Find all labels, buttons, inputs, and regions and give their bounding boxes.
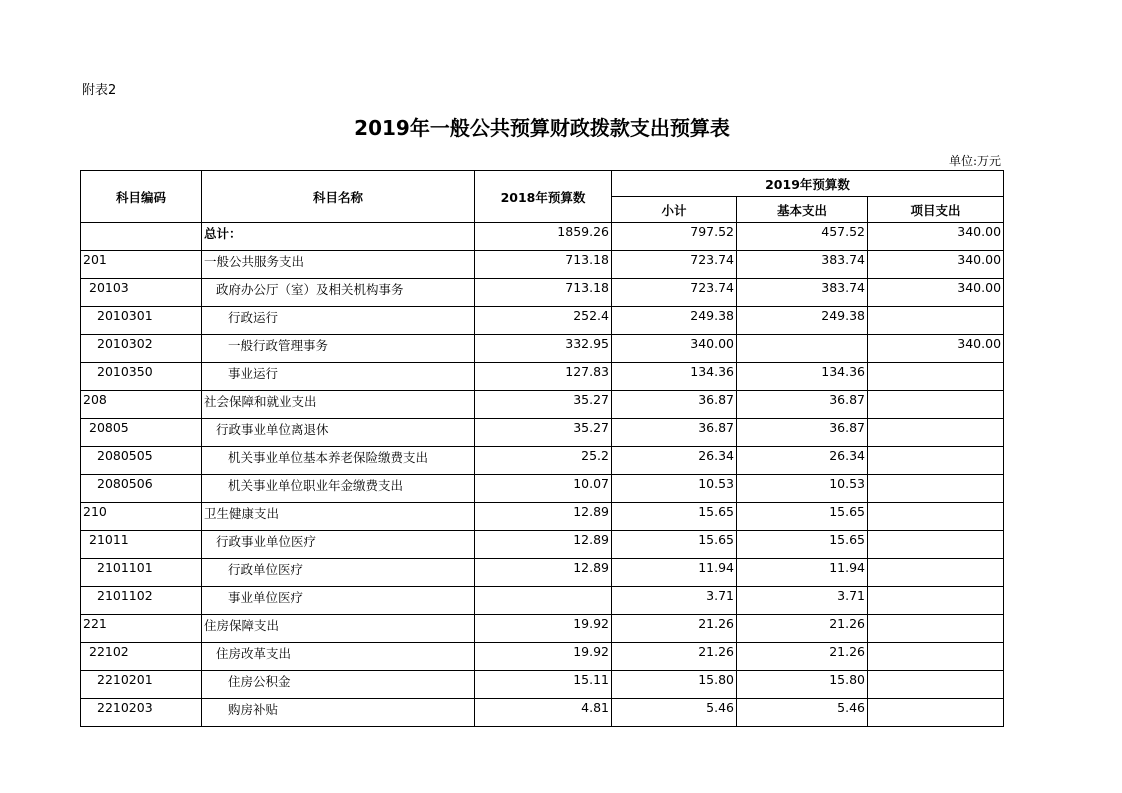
table-row [81,503,1004,531]
row-name-cell: 机关事业单位基本养老保险缴费支出 [202,447,475,475]
table-row [81,307,1004,335]
row-basic-cell: 26.34 [737,447,868,475]
row-project-cell: 340.00 [868,335,1004,363]
row-project-cell [868,363,1004,391]
total-label: 总计： [202,223,475,251]
table-body [81,223,1004,727]
row-budget-2018-cell: 252.4 [475,307,612,335]
row-code-cell: 20805 [81,419,202,447]
row-budget-2018-cell: 4.81 [475,699,612,727]
table-row [81,251,1004,279]
row-basic-cell: 15.65 [737,503,868,531]
row-budget-2018-cell: 12.89 [475,503,612,531]
table-row [81,335,1004,363]
total-budget-2018: 1859.26 [475,223,612,251]
row-name-cell: 一般公共服务支出 [202,251,475,279]
table-row [81,475,1004,503]
table-row [81,671,1004,699]
row-budget-2018-cell: 12.89 [475,531,612,559]
row-name-cell: 行政事业单位医疗 [202,531,475,559]
row-budget-2018-cell: 713.18 [475,279,612,307]
row-name-cell: 事业单位医疗 [202,587,475,615]
row-project-cell [868,559,1004,587]
row-project-cell [868,475,1004,503]
row-subtotal-cell: 134.36 [612,363,737,391]
header-name: 科目名称 [202,171,475,223]
row-name-cell: 政府办公厅（室）及相关机构事务 [202,279,475,307]
row-name-cell: 机关事业单位职业年金缴费支出 [202,475,475,503]
row-project-cell [868,671,1004,699]
row-name-cell: 购房补贴 [202,699,475,727]
total-subtotal: 797.52 [612,223,737,251]
header-basic: 基本支出 [737,197,868,223]
row-subtotal-cell: 15.80 [612,671,737,699]
table-row [81,615,1004,643]
row-basic-cell: 21.26 [737,643,868,671]
total-project: 340.00 [868,223,1004,251]
row-name-cell: 社会保障和就业支出 [202,391,475,419]
header-budget-2018: 2018年预算数 [475,171,612,223]
row-budget-2018-cell: 127.83 [475,363,612,391]
row-name-cell: 行政单位医疗 [202,559,475,587]
row-project-cell [868,391,1004,419]
budget-table [80,170,1004,727]
header-subtotal: 小计 [612,197,737,223]
row-name-cell: 行政运行 [202,307,475,335]
row-subtotal-cell: 15.65 [612,503,737,531]
row-code-cell: 20103 [81,279,202,307]
row-code-cell: 201 [81,251,202,279]
row-budget-2018-cell: 19.92 [475,615,612,643]
row-name-cell: 住房改革支出 [202,643,475,671]
row-budget-2018-cell: 10.07 [475,475,612,503]
row-project-cell: 340.00 [868,251,1004,279]
row-basic-cell: 249.38 [737,307,868,335]
table-row [81,587,1004,615]
row-project-cell [868,699,1004,727]
row-basic-cell: 383.74 [737,279,868,307]
row-subtotal-cell: 11.94 [612,559,737,587]
total-basic: 457.52 [737,223,868,251]
row-code-cell: 2101101 [81,559,202,587]
page-title: 2019年一般公共预算财政拨款支出预算表 [354,116,730,140]
header-code: 科目编码 [81,171,202,223]
table-row [81,447,1004,475]
row-subtotal-cell: 3.71 [612,587,737,615]
attachment-label: 附表2 [82,83,117,98]
row-subtotal-cell: 21.26 [612,643,737,671]
table-row [81,531,1004,559]
row-budget-2018-cell [475,587,612,615]
table-row [81,279,1004,307]
row-budget-2018-cell: 35.27 [475,391,612,419]
row-project-cell [868,531,1004,559]
row-code-cell: 2010302 [81,335,202,363]
row-code-cell: 2080506 [81,475,202,503]
row-basic-cell [737,335,868,363]
table-row [81,559,1004,587]
row-subtotal-cell: 723.74 [612,251,737,279]
row-code-cell: 22102 [81,643,202,671]
row-code-cell: 2210201 [81,671,202,699]
row-name-cell: 事业运行 [202,363,475,391]
row-budget-2018-cell: 25.2 [475,447,612,475]
row-subtotal-cell: 15.65 [612,531,737,559]
row-subtotal-cell: 26.34 [612,447,737,475]
row-name-cell: 一般行政管理事务 [202,335,475,363]
row-basic-cell: 10.53 [737,475,868,503]
row-budget-2018-cell: 12.89 [475,559,612,587]
row-project-cell [868,587,1004,615]
row-project-cell [868,615,1004,643]
row-project-cell: 340.00 [868,279,1004,307]
row-basic-cell: 11.94 [737,559,868,587]
table-row [81,391,1004,419]
row-subtotal-cell: 5.46 [612,699,737,727]
total-row [81,223,1004,251]
total-code-cell [81,223,202,251]
row-code-cell: 2010301 [81,307,202,335]
row-budget-2018-cell: 15.11 [475,671,612,699]
row-code-cell: 2010350 [81,363,202,391]
row-subtotal-cell: 21.26 [612,615,737,643]
row-code-cell: 208 [81,391,202,419]
row-code-cell: 2101102 [81,587,202,615]
table-row [81,419,1004,447]
row-project-cell [868,447,1004,475]
row-subtotal-cell: 36.87 [612,419,737,447]
row-basic-cell: 5.46 [737,699,868,727]
row-code-cell: 2210203 [81,699,202,727]
row-basic-cell: 3.71 [737,587,868,615]
table-header [81,171,1004,223]
row-name-cell: 行政事业单位离退休 [202,419,475,447]
unit-label: 单位:万元 [948,154,1001,168]
row-budget-2018-cell: 19.92 [475,643,612,671]
row-subtotal-cell: 723.74 [612,279,737,307]
row-code-cell: 221 [81,615,202,643]
row-code-cell: 210 [81,503,202,531]
row-code-cell: 21011 [81,531,202,559]
row-basic-cell: 15.65 [737,531,868,559]
row-basic-cell: 15.80 [737,671,868,699]
header-budget-2019: 2019年预算数 [612,171,1004,197]
row-basic-cell: 383.74 [737,251,868,279]
header-project: 项目支出 [868,197,1004,223]
table-row [81,363,1004,391]
row-subtotal-cell: 36.87 [612,391,737,419]
row-subtotal-cell: 340.00 [612,335,737,363]
row-project-cell [868,643,1004,671]
row-name-cell: 卫生健康支出 [202,503,475,531]
row-project-cell [868,503,1004,531]
table-row [81,699,1004,727]
row-basic-cell: 21.26 [737,615,868,643]
row-basic-cell: 36.87 [737,419,868,447]
table-row [81,643,1004,671]
row-subtotal-cell: 249.38 [612,307,737,335]
row-budget-2018-cell: 35.27 [475,419,612,447]
row-name-cell: 住房保障支出 [202,615,475,643]
row-budget-2018-cell: 713.18 [475,251,612,279]
row-basic-cell: 134.36 [737,363,868,391]
row-basic-cell: 36.87 [737,391,868,419]
row-project-cell [868,307,1004,335]
row-project-cell [868,419,1004,447]
row-code-cell: 2080505 [81,447,202,475]
row-budget-2018-cell: 332.95 [475,335,612,363]
row-name-cell: 住房公积金 [202,671,475,699]
row-subtotal-cell: 10.53 [612,475,737,503]
